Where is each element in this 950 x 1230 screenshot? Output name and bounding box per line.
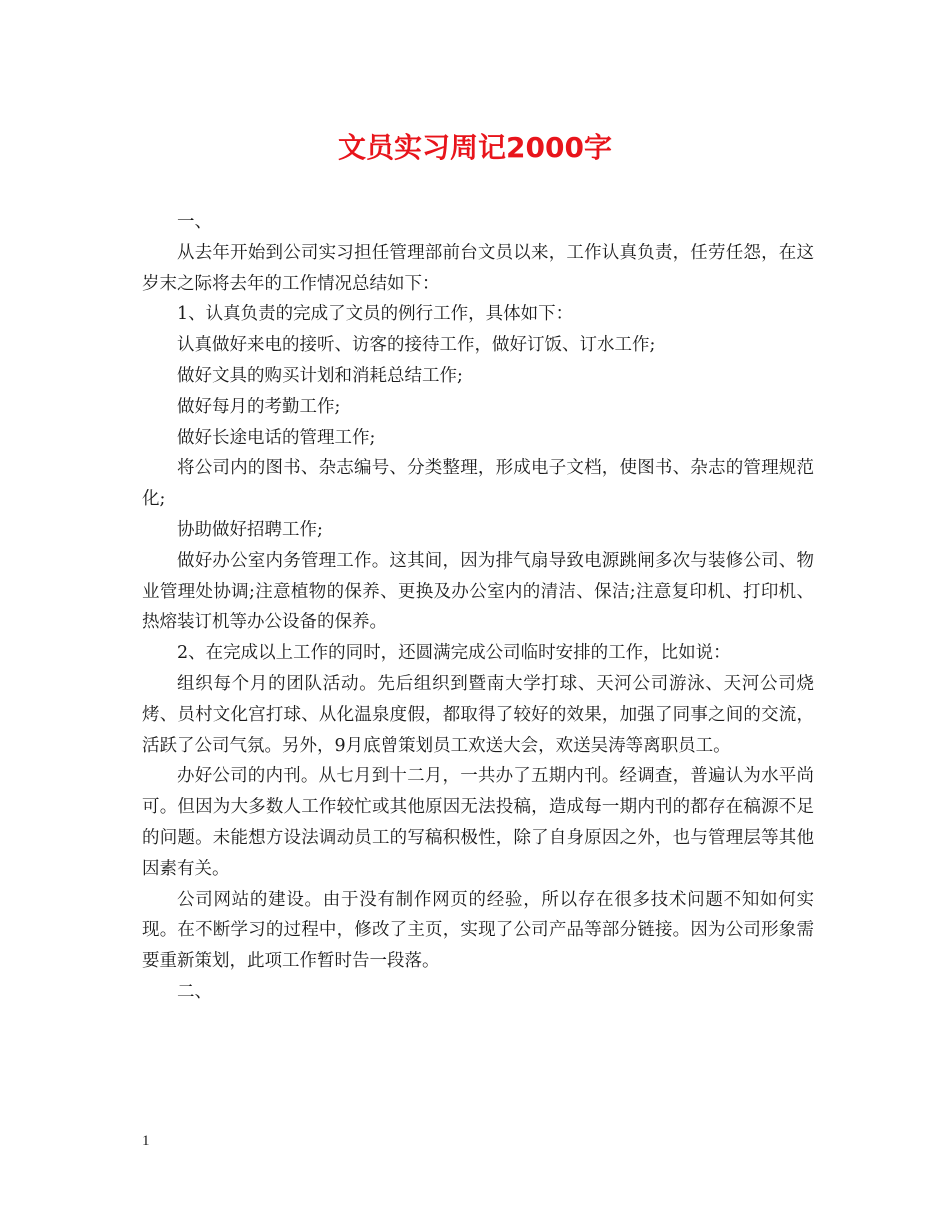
- document-body: [142, 207, 814, 1008]
- paragraph-item-1-heading: 1、认真负责的完成了文员的例行工作，具体如下：: [177, 304, 574, 325]
- paragraph-office-management: 做好办公室内务管理工作。这其间，因为排气扇导致电源跳闸多次与装修公司、物业管理处协调;注意植物的保养、更换及办公室内的清洁、保洁;注意复印机、打印机、热熔装订机等办公设备的保养。: [142, 550, 814, 633]
- document-title: 文员实习周记2000字: [338, 131, 612, 164]
- paragraph-stationery: 做好文具的购买计划和消耗总结工作;: [177, 365, 463, 386]
- paragraph-intro: 从去年开始到公司实习担任管理部前台文员以来，工作认真负责，任劳任怨，在这岁末之际将去年的工作情况总结如下：: [142, 242, 814, 294]
- paragraph-section-one-heading: 一、: [177, 212, 212, 232]
- paragraph-phone-reception: 认真做好来电的接听、访客的接待工作，做好订饭、订水工作;: [177, 335, 656, 356]
- paragraph-long-distance-calls: 做好长途电话的管理工作;: [177, 427, 376, 448]
- paragraph-website: 公司网站的建设。由于没有制作网页的经验，所以存在很多技术问题不知如何实现。在不断学习的过程中，修改了主页，实现了公司产品等部分链接。因为公司形象需要重新策划，此项工作暂时告一段落。: [142, 889, 814, 972]
- paragraph-team-activities: 组织每个月的团队活动。先后组织到暨南大学打球、天河公司游泳、天河公司烧烤、员村文化宫打球、从化温泉度假，都取得了较好的效果，加强了同事之间的交流，活跃了公司气氛。另外，9月底曾策划员工欢送大会，欢送吴涛等离职员工。: [142, 673, 814, 756]
- paragraph-library-management: 将公司内的图书、杂志编号、分类整理，形成电子文档，使图书、杂志的管理规范化;: [142, 458, 814, 510]
- paragraph-recruitment: 协助做好招聘工作;: [177, 519, 323, 540]
- paragraph-section-two-heading: 二、: [177, 981, 212, 1002]
- page-number: 1: [142, 1133, 150, 1149]
- paragraph-attendance: 做好每月的考勤工作;: [177, 396, 341, 417]
- paragraph-item-2-heading: 2、在完成以上工作的同时，还圆满完成公司临时安排的工作，比如说：: [177, 643, 731, 664]
- paragraph-internal-magazine: 办好公司的内刊。从七月到十二月，一共办了五期内刊。经调查，普遍认为水平尚可。但因为大多数人工作较忙或其他原因无法投稿，造成每一期内刊的都存在稿源不足的问题。未能想方设法调动员工的写稿积极性，除了自身原因之外，也与管理层等其他因素有关。: [142, 766, 814, 879]
